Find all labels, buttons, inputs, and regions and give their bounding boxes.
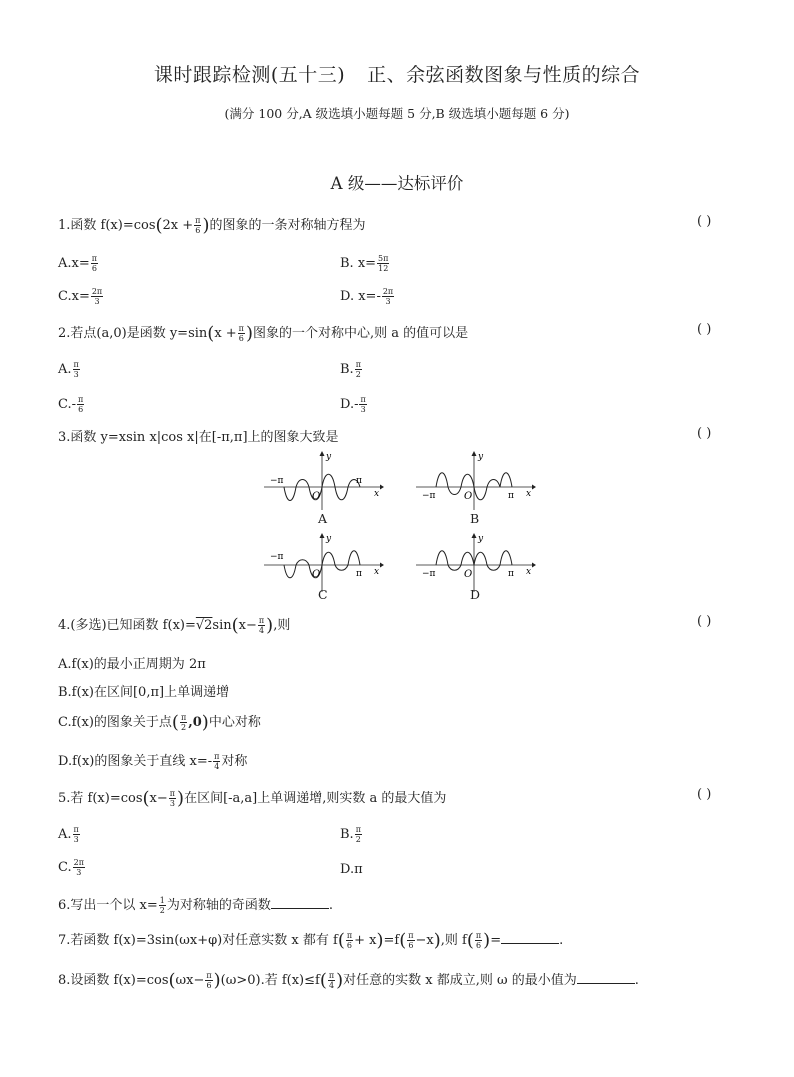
question-6: 6.写出一个以 x= $\frac{1}{2}$ 为对称轴的奇函数 . bbox=[58, 896, 334, 915]
y-arrow-icon bbox=[472, 451, 477, 456]
answer-paren-2[interactable]: ( ) bbox=[697, 322, 712, 337]
question-3: 3.函数 y=xsin x|cos x|在[-π,π]上的图象大致是 bbox=[58, 430, 339, 445]
q4-option-a[interactable]: A.f(x)的最小正周期为 2π bbox=[58, 657, 206, 672]
q4-option-d[interactable]: D.f(x)的图象关于直线 x=- $\frac{\pi}{4}$ 对称 bbox=[58, 752, 248, 771]
graph-d[interactable] bbox=[414, 532, 536, 594]
answer-blank-7[interactable] bbox=[501, 932, 559, 944]
x-label: x bbox=[374, 489, 380, 499]
origin-label: O bbox=[464, 491, 473, 502]
question-1: 1.函数 f(x)=cos(2x + $\frac{\pi}{6}$ )的图象的一条对称轴方程为 bbox=[58, 215, 366, 236]
graph-label-a[interactable]: A bbox=[318, 511, 328, 526]
graph-b[interactable] bbox=[414, 450, 536, 512]
answer-paren-5[interactable]: ( ) bbox=[697, 787, 712, 802]
question-8: 8.设函数 f(x)=cos(ωx− $\frac{\pi}{6}$ )(ω>0).若 f(x)≤f( $\frac{\pi}{4}$ )对任意的实数 x 都成立,则 ω 的最小值为 . bbox=[58, 970, 639, 991]
tick-pi: π bbox=[356, 476, 362, 486]
graph-label-b[interactable]: B bbox=[470, 511, 480, 526]
answer-paren-4[interactable]: ( ) bbox=[697, 614, 712, 629]
question-2: 2.若点(a,0)是函数 y=sin(x + $\frac{\pi}{6}$ )图象的一个对称中心,则 a 的值可以是 bbox=[58, 323, 469, 344]
tick-pi: π bbox=[508, 491, 514, 501]
origin-label: O bbox=[312, 491, 321, 502]
y-label: y bbox=[478, 452, 484, 462]
q1-option-b[interactable]: B. x= $\frac{5\pi}{12}$ bbox=[340, 254, 389, 273]
x-arrow-icon bbox=[532, 563, 536, 568]
tick-neg-pi: −π bbox=[422, 491, 436, 501]
answer-paren-3[interactable]: ( ) bbox=[697, 426, 712, 441]
tick-pi: π bbox=[508, 569, 514, 579]
y-arrow-icon bbox=[320, 451, 325, 456]
answer-blank-8[interactable] bbox=[577, 972, 635, 984]
y-arrow-icon bbox=[320, 533, 325, 538]
y-arrow-icon bbox=[472, 533, 477, 538]
q4-option-b[interactable]: B.f(x)在区间[0,π]上单调递增 bbox=[58, 685, 230, 700]
graph-c[interactable] bbox=[262, 532, 384, 594]
origin-label: O bbox=[464, 569, 473, 580]
x-label: x bbox=[526, 567, 532, 577]
question-7: 7.若函数 f(x)=3sin(ωx+φ)对任意实数 x 都有 f( $\frac{\pi}{6}$ + x)=f( $\frac{\pi}{6}$ −x),则 f( $\frac{\pi}{6}$ )= . bbox=[58, 930, 564, 951]
page-title bbox=[0, 60, 794, 87]
q2-option-b[interactable]: B. $\frac{\pi}{2}$ bbox=[340, 360, 361, 379]
y-label: y bbox=[326, 452, 332, 462]
graph-label-c[interactable]: C bbox=[318, 587, 328, 602]
q1-option-a[interactable]: A.x= $\frac{\pi}{6}$ bbox=[58, 254, 98, 273]
score-note: (满分 100 分,A 级选填小题每题 5 分,B 级选填小题每题 6 分) bbox=[224, 106, 570, 121]
tick-neg-pi: −π bbox=[270, 476, 284, 486]
x-arrow-icon bbox=[380, 563, 384, 568]
q5-option-b[interactable]: B. $\frac{\pi}{2}$ bbox=[340, 825, 361, 844]
section-heading: A 级——达标评价 bbox=[330, 174, 464, 193]
q5-option-d[interactable]: D.π bbox=[340, 862, 363, 877]
q5-option-c[interactable]: C. $\frac{2\pi}{3}$ bbox=[58, 858, 84, 877]
q1-option-c[interactable]: C.x= $\frac{2\pi}{3}$ bbox=[58, 287, 103, 306]
graph-a[interactable] bbox=[262, 450, 384, 512]
title-left: 课时跟踪检测(五十三) bbox=[153, 64, 346, 86]
y-label: y bbox=[478, 534, 484, 544]
q5-option-a[interactable]: A. $\frac{\pi}{3}$ bbox=[58, 825, 79, 844]
q1-option-d[interactable]: D. x=- $\frac{2\pi}{3}$ bbox=[340, 287, 394, 306]
q2-option-c[interactable]: C.- $\frac{\pi}{6}$ bbox=[58, 395, 84, 414]
answer-blank-6[interactable] bbox=[271, 897, 329, 909]
tick-pi: π bbox=[356, 569, 362, 579]
x-arrow-icon bbox=[532, 485, 536, 490]
q2-option-a[interactable]: A. $\frac{\pi}{3}$ bbox=[58, 360, 79, 379]
title-right: 正、余弦函数图象与性质的综合 bbox=[367, 64, 641, 86]
q4-option-c[interactable]: C.f(x)的图象关于点( $\frac{\pi}{2}$ ,0)中心对称 bbox=[58, 712, 261, 733]
x-arrow-icon bbox=[380, 485, 384, 490]
origin-label: O bbox=[312, 569, 321, 580]
graph-label-d[interactable]: D bbox=[470, 587, 481, 602]
tick-neg-pi: −π bbox=[270, 552, 284, 562]
y-label: y bbox=[326, 534, 332, 544]
x-label: x bbox=[526, 489, 532, 499]
question-4: 4.(多选)已知函数 f(x)=√2sin(x− $\frac{\pi}{4}$ ),则 bbox=[58, 615, 291, 636]
answer-paren-1[interactable]: ( ) bbox=[697, 214, 712, 229]
x-label: x bbox=[374, 567, 380, 577]
tick-neg-pi: −π bbox=[422, 569, 436, 579]
question-5: 5.若 f(x)=cos(x− $\frac{\pi}{3}$ )在区间[-a,a]上单调递增,则实数 a 的最大值为 bbox=[58, 788, 447, 809]
q2-option-d[interactable]: D.- $\frac{\pi}{3}$ bbox=[340, 395, 366, 414]
